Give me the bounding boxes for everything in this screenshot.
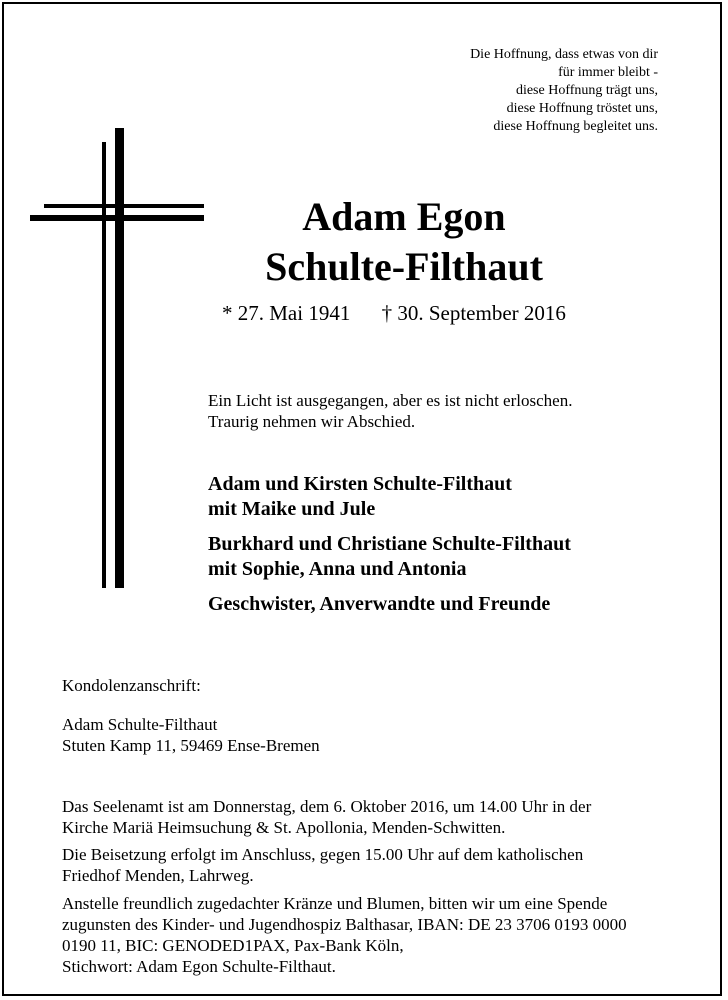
deceased-surname: Schulte-Filthaut [265,244,543,289]
notice-line: Die Beisetzung erfolgt im Anschluss, gegen 15.00 Uhr auf dem katholischen [62,845,584,864]
poem-line: diese Hoffnung tröstet uns, [506,101,658,116]
motto-line: Ein Licht ist ausgegangen, aber es ist nicht erloschen. [208,391,573,410]
motto-line: Traurig nehmen wir Abschied. [208,412,416,431]
deceased-first-names: Adam Egon [302,194,506,239]
cross-icon [4,4,214,604]
poem [358,46,658,136]
condolence-address [62,714,320,756]
notice-line: Anstelle freundlich zugedachter Kränze und Blumen, bitten wir um eine Spende [62,894,608,913]
mourner-line: Geschwister, Anverwandte und Freunde [208,593,551,615]
notice-line: Stichwort: Adam Egon Schulte-Filthaut. [62,957,336,976]
notice-line: zugunsten des Kinder- und Jugendhospiz Balthasar, IBAN: DE 23 3706 0193 0000 [62,915,627,934]
burial-notice [62,844,583,886]
mourner-line: mit Sophie, Anna und Antonia [208,558,467,580]
requiem-notice [62,796,591,838]
donation-notice [62,893,627,977]
motto [208,390,572,432]
life-dates [222,300,566,326]
death-date: † 30. September 2016 [381,301,566,325]
mourner-line: Adam und Kirsten Schulte-Filthaut [208,473,512,495]
notice-line: Friedhof Menden, Lahrweg. [62,866,254,885]
poem-line: diese Hoffnung trägt uns, [515,83,658,98]
condolence-label: Kondolenzanschrift: [62,676,201,695]
notice-line: Das Seelenamt ist am Donnerstag, dem 6. Oktober 2016, um 14.00 Uhr in der [62,797,592,816]
condolence-name: Adam Schulte-Filthaut [62,715,218,734]
notice-line: 0190 11, BIC: GENODED1PAX, Pax-Bank Köln, [62,936,404,955]
notice-line: Kirche Mariä Heimsuchung & St. Apollonia, Menden-Schwitten. [62,818,506,837]
birth-date: * 27. Mai 1941 [222,301,351,325]
mourner-line: Burkhard und Christiane Schulte-Filthaut [208,533,571,555]
poem-line: für immer bleibt - [558,65,658,80]
obituary-notice [2,2,722,996]
mourner-line: mit Maike und Jule [208,498,376,520]
condolence-street: Stuten Kamp 11, 59469 Ense-Bremen [62,736,320,755]
poem-line: diese Hoffnung begleitet uns. [493,119,658,134]
poem-line: Die Hoffnung, dass etwas von dir [470,47,658,62]
